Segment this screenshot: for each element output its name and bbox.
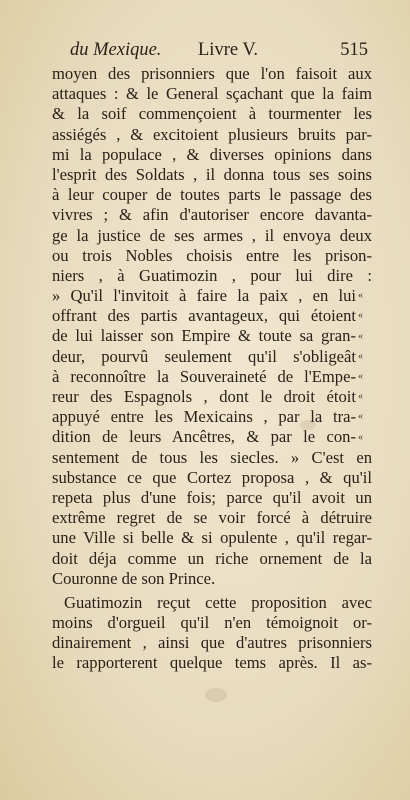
text-line: l'esprit des Soldats , il donna tous ses soins: [52, 164, 372, 184]
text-line: dition de leurs Ancêtres, & par le con-: [52, 427, 356, 447]
text-line: » Qu'il l'invitoit à faire la paix , en lui: [52, 286, 356, 306]
text-line: moins d'orgueil qu'il n'en témoignoit or-: [52, 613, 372, 633]
text-line: niers , à Guatimozin , pour lui dire :: [52, 265, 372, 285]
margin-quote-mark: «: [358, 431, 363, 443]
text-line: & la soif commençoient à tourmenter les: [52, 104, 372, 124]
text-line: repeta plus d'une fois; parce qu'il avoit un: [52, 487, 372, 507]
text-line: assiégés , & excitoient plusieurs bruits par-: [52, 124, 372, 144]
margin-quote-mark: «: [358, 330, 363, 342]
text-line: substance ce que Cortez proposa , & qu'il: [52, 467, 372, 487]
book-part: Livre V.: [198, 40, 258, 60]
text-line: reur des Espagnols , dont le droit étoit: [52, 387, 356, 406]
text-line: doit déja comme un riche ornement de la: [52, 548, 372, 568]
text-line: dinairement , ainsi que d'autres prisonniers: [52, 633, 372, 653]
page-header: [70, 38, 370, 62]
text-line: Guatimozin reçut cette proposition avec: [64, 592, 372, 612]
text-line: mi la populace , & diverses opinions dans: [52, 144, 372, 164]
running-title: du Mexique.: [70, 40, 162, 60]
text-line: à leur couper de toutes parts le passage des: [52, 185, 372, 205]
text-line: vivres ; & afin d'autoriser encore davanta-: [52, 205, 372, 225]
text-line: ou trois Nobles choisis entre les prison-: [52, 245, 372, 265]
text-line: extrême regret de se voir forcé à détruire: [52, 508, 372, 528]
text-line: Couronne de son Prince.: [52, 568, 216, 588]
text-line: deur, pourvû seulement qu'il s'obligeât: [52, 346, 356, 366]
body-text: [52, 64, 372, 674]
text-line: moyen des prisonniers que l'on faisoit aux: [52, 64, 372, 83]
paper-stain: [205, 688, 227, 702]
text-line: sentement de tous les siecles. » C'est en: [52, 447, 372, 467]
text-line: une Ville si belle & si opulente , qu'il regar-: [52, 528, 372, 548]
text-line: attaques : & le General sçachant que la faim: [52, 84, 372, 104]
margin-quote-mark: «: [358, 391, 363, 403]
margin-quote-mark: «: [358, 411, 363, 423]
text-line: le rapporterent quelque tems après. Il as-: [52, 653, 372, 673]
margin-quote-mark: «: [358, 310, 363, 322]
margin-quote-mark: «: [358, 290, 363, 302]
text-line: offrant des partis avantageux, qui étoient: [52, 306, 356, 326]
text-line: de lui laisser son Empire & toute sa gran-: [52, 326, 356, 346]
text-line: ge la justice de ses armes , il envoya deux: [52, 225, 372, 245]
text-line: appuyé entre les Mexicains , par la tra-: [52, 407, 356, 427]
page-number: 515: [340, 40, 368, 60]
margin-quote-mark: «: [358, 350, 363, 362]
text-line: à reconnoître la Souveraineté de l'Empe-: [52, 366, 356, 386]
margin-quote-mark: «: [358, 371, 363, 382]
